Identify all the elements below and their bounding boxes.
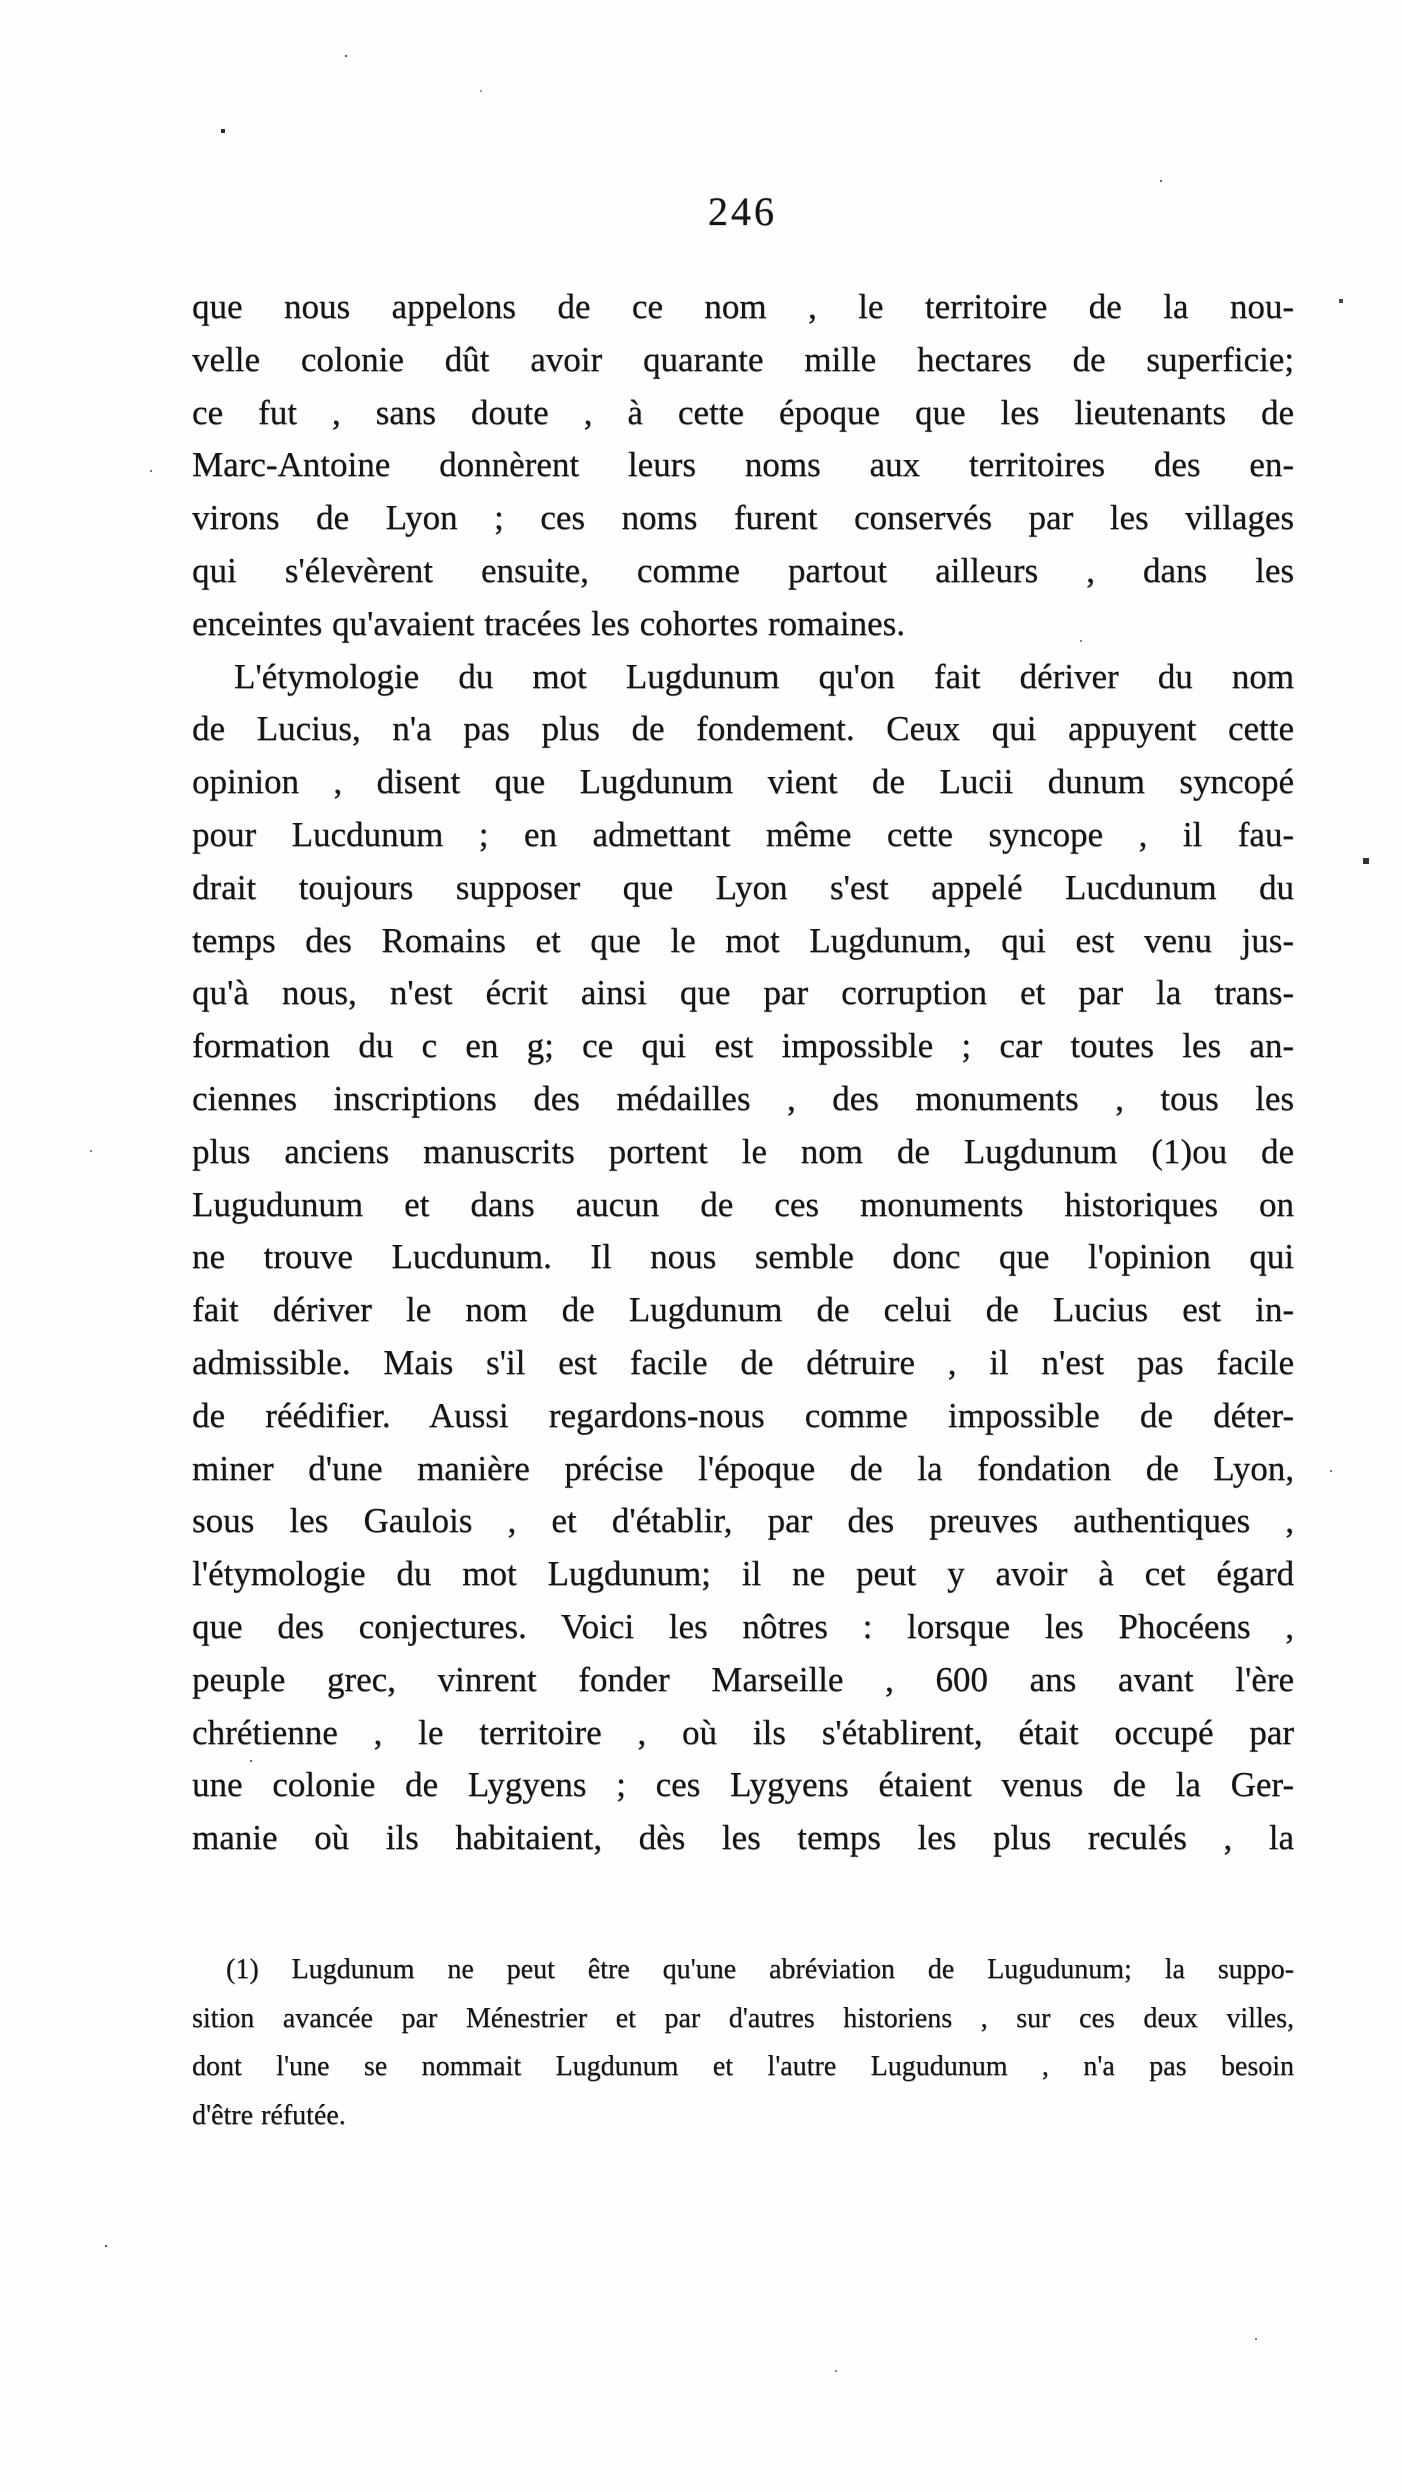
text-line: ne trouve Lucdunum. Il nous semble donc que l'opinion qui	[192, 1237, 1294, 1277]
text-line: de réédifier. Aussi regardons-nous comme impossible de déter-	[192, 1395, 1294, 1435]
text-line: (1) Lugdunum ne peut être qu'une abréviation de Lugudunum; la suppo-	[226, 1954, 1294, 1985]
text-line: qui s'élevèrent ensuite, comme partout ailleurs , dans les	[192, 550, 1294, 590]
text-line: l'étymologie du mot Lugdunum; il ne peut y avoir à cet égard	[192, 1554, 1294, 1594]
text-line: Lugudunum et dans aucun de ces monuments historiques on	[192, 1184, 1294, 1224]
text-line: formation du c en g; ce qui est impossible ; car toutes les an-	[192, 1026, 1294, 1066]
footnote-paragraph	[192, 1946, 1294, 2140]
text-line: ciennes inscriptions des médailles , des monuments , tous les	[192, 1078, 1294, 1118]
page-number: 246	[708, 189, 777, 234]
text-line: chrétienne , le territoire , où ils s'établirent, était occupé par	[192, 1712, 1294, 1752]
paragraph	[192, 281, 1294, 651]
body-text	[192, 281, 1294, 1865]
footnote	[192, 1946, 1294, 2140]
scan-noise-speckles	[0, 0, 2, 2]
text-line: opinion , disent que Lugdunum vient de Lucii dunum syncopé	[192, 762, 1294, 802]
text-line: d'être réfutée.	[192, 2099, 346, 2131]
text-line: miner d'une manière précise l'époque de la fondation de Lyon,	[192, 1448, 1294, 1488]
text-line: ce fut , sans doute , à cette époque que les lieutenants de	[192, 392, 1294, 432]
text-line: qu'à nous, n'est écrit ainsi que par corruption et par la trans-	[192, 973, 1294, 1013]
text-line: manie où ils habitaient, dès les temps les plus reculés , la	[192, 1818, 1294, 1858]
text-line: L'étymologie du mot Lugdunum qu'on fait dériver du nom	[234, 656, 1294, 696]
text-line: pour Lucdunum ; en admettant même cette syncope , il fau-	[192, 814, 1294, 854]
text-line: virons de Lyon ; ces noms furent conservés par les villages	[192, 498, 1294, 538]
text-line: dont l'une se nommait Lugdunum et l'autre Lugudunum , n'a pas besoin	[192, 2051, 1294, 2082]
text-line: velle colonie dût avoir quarante mille hectares de superficie;	[192, 339, 1294, 379]
text-line: sous les Gaulois , et d'établir, par des preuves authentiques ,	[192, 1501, 1294, 1541]
text-line: que des conjectures. Voici les nôtres : lorsque les Phocéens ,	[192, 1606, 1294, 1646]
text-line: sition avancée par Ménestrier et par d'autres historiens , sur ces deux villes,	[192, 2002, 1294, 2034]
text-line: Marc-Antoine donnèrent leurs noms aux territoires des en-	[192, 445, 1294, 485]
text-line: admissible. Mais s'il est facile de détruire , il n'est pas facile	[192, 1342, 1294, 1382]
text-line: fait dériver le nom de Lugdunum de celui de Lucius est in-	[192, 1290, 1294, 1330]
text-line: que nous appelons de ce nom , le territoire de la nou-	[192, 287, 1294, 326]
text-line: plus anciens manuscrits portent le nom de Lugdunum (1)ou de	[192, 1131, 1294, 1171]
text-line: une colonie de Lygyens ; ces Lygyens étaient venus de la Ger-	[192, 1765, 1294, 1805]
text-line: drait toujours supposer que Lyon s'est appelé Lucdunum du	[192, 867, 1294, 907]
text-line: de Lucius, n'a pas plus de fondement. Ceux qui appuyent cette	[192, 709, 1294, 749]
text-line: temps des Romains et que le mot Lugdunum, qui est venu jus-	[192, 920, 1294, 960]
text-line: peuple grec, vinrent fonder Marseille , 600 ans avant l'ère	[192, 1659, 1294, 1699]
text-line: enceintes qu'avaient tracées les cohortes romaines.	[192, 603, 905, 643]
paragraph	[192, 651, 1294, 1865]
